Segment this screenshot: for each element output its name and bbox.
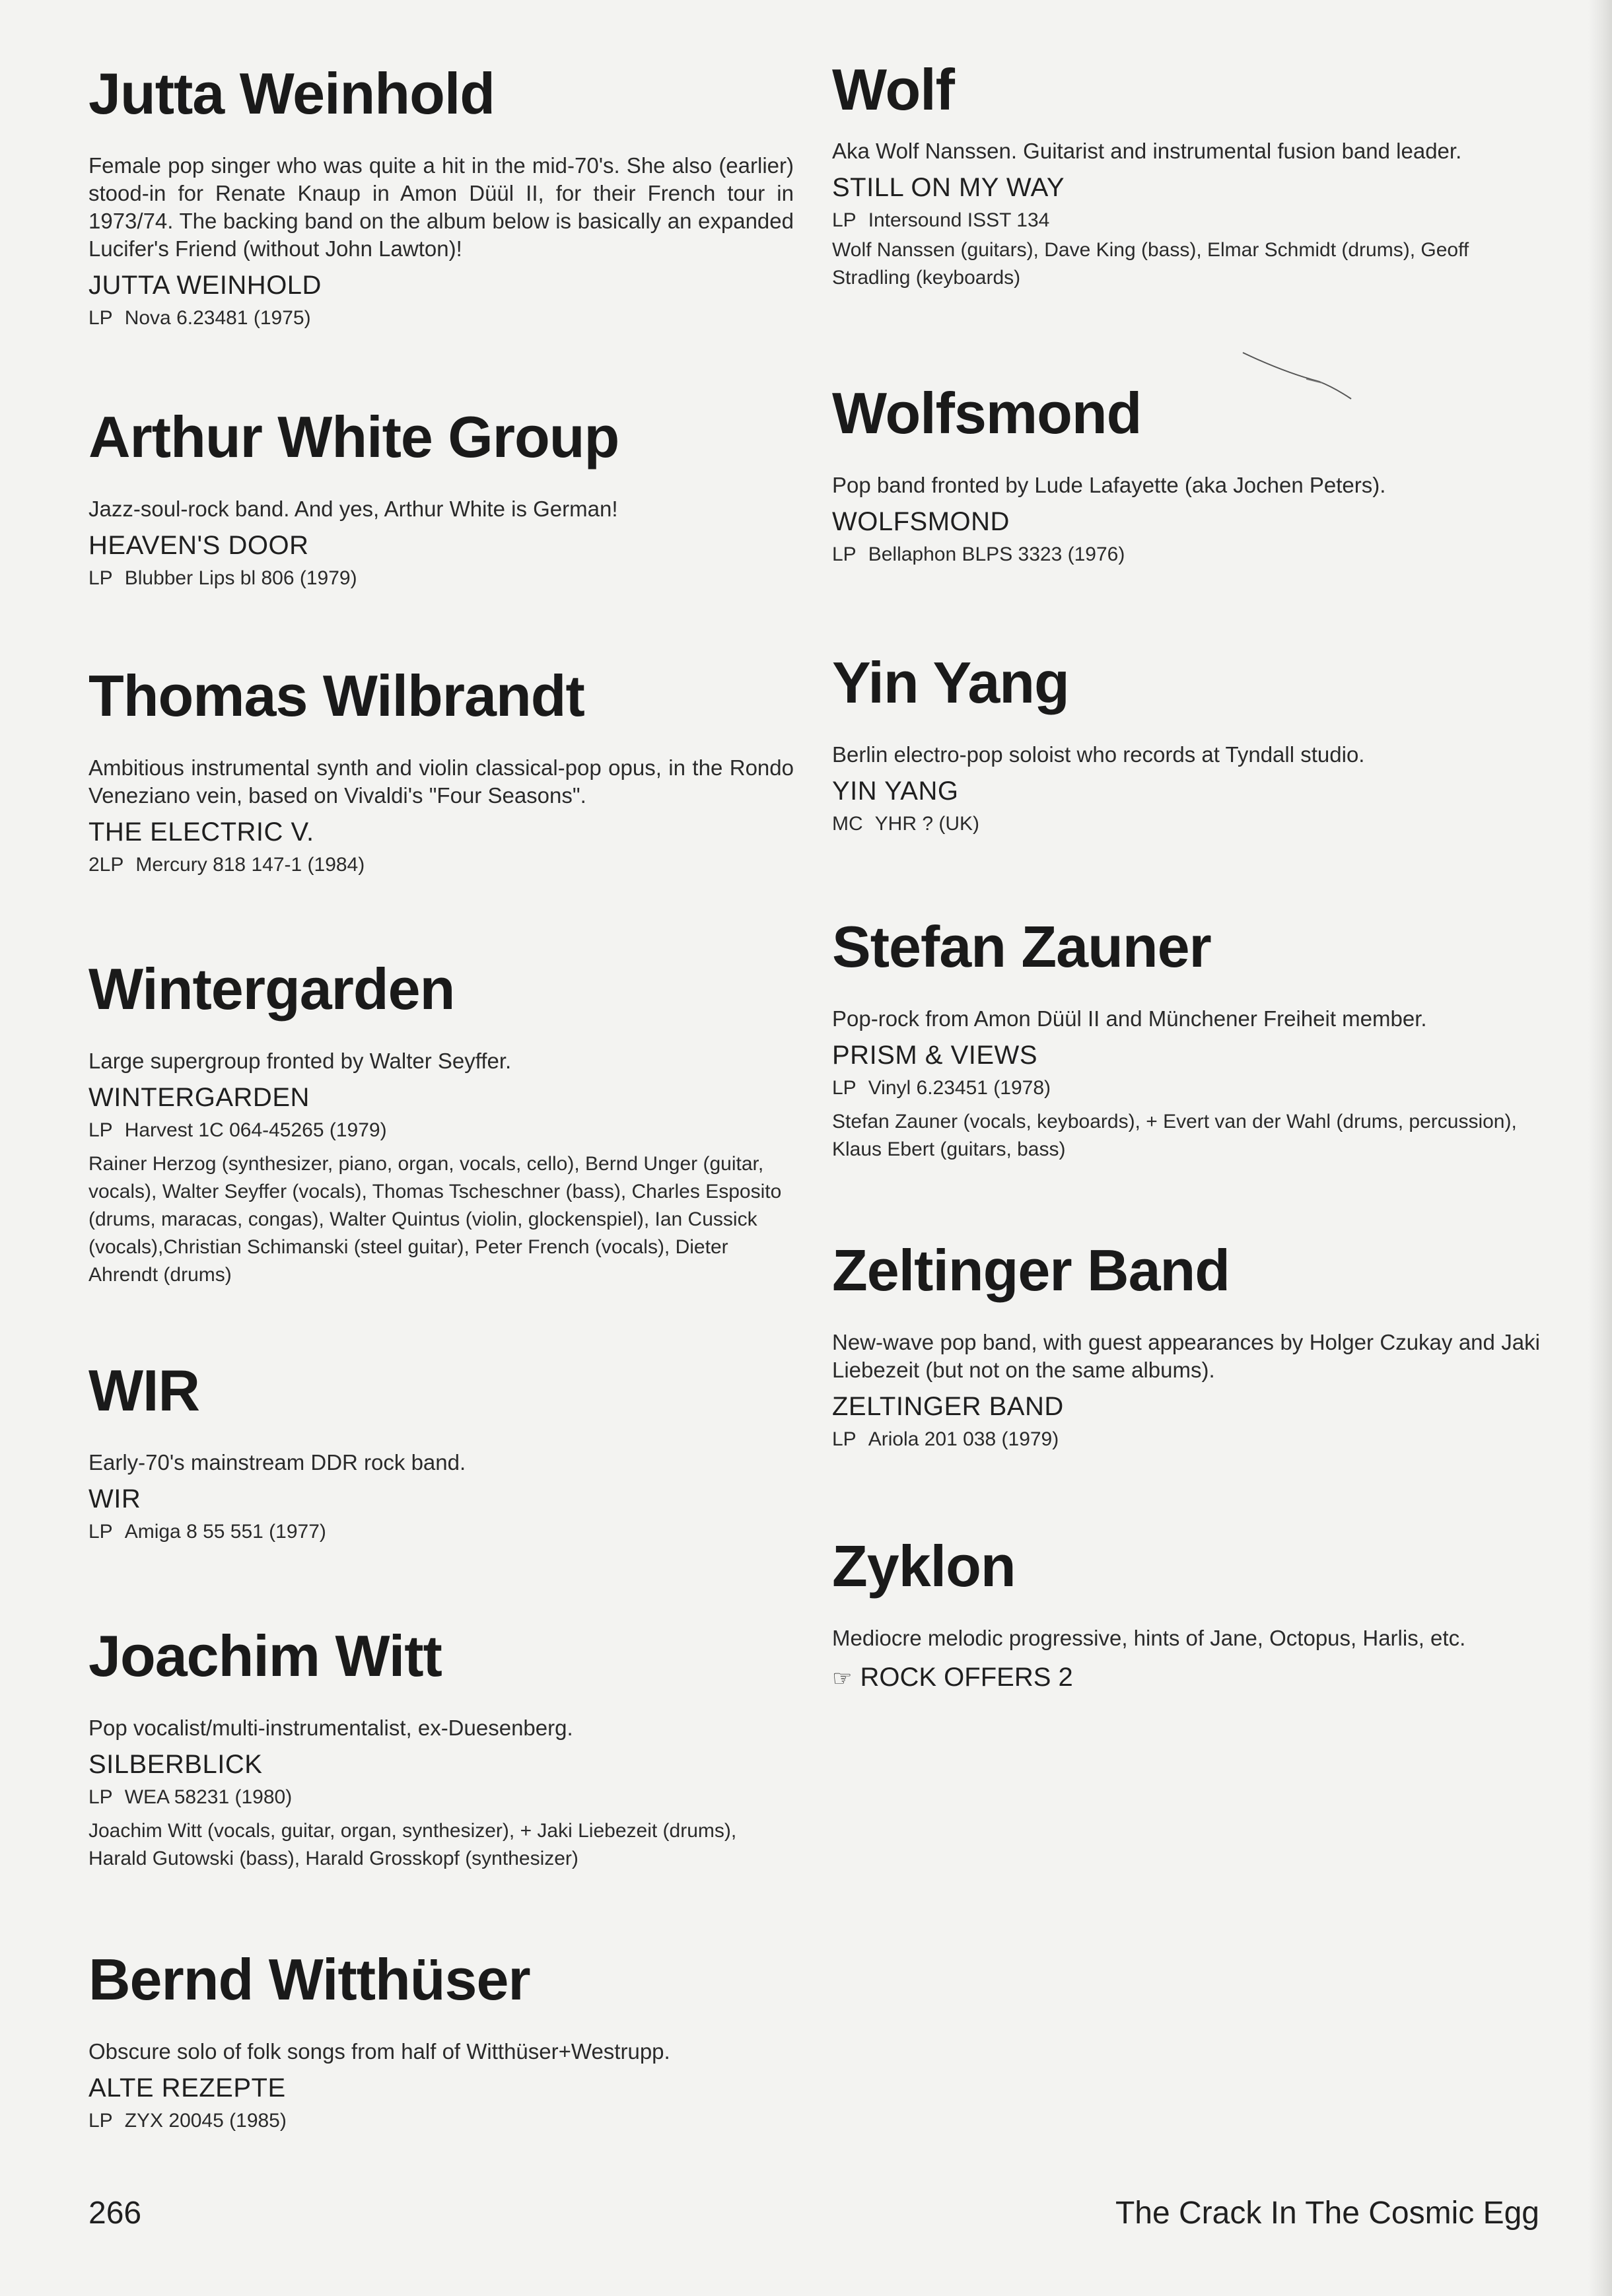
album-title: SILBERBLICK [88, 1750, 263, 1779]
release-catalog: Vinyl 6.23451 (1978) [868, 1077, 1051, 1099]
album-title: WINTERGARDEN [88, 1083, 310, 1112]
album-title: ALTE REZEPTE [88, 2073, 286, 2103]
entry-wir [88, 1358, 794, 1545]
release-info [88, 1519, 794, 1545]
album-title: YIN YANG [832, 777, 959, 806]
release-info [88, 1784, 794, 1811]
release-info [88, 565, 794, 592]
personnel-list: Stefan Zauner (vocals, keyboards), + Evert van der Wahl (drums, percussion), Klaus Ebert (guitars, bass) [832, 1111, 1517, 1160]
cross-reference [832, 1661, 1540, 1694]
artist-description: Ambitious instrumental synth and violin classical-pop opus, in the Rondo Veneziano vein, based on Vivaldi's "Four Seasons". [88, 755, 794, 808]
artist-name: Jutta Weinhold [88, 61, 495, 126]
release-info [88, 2108, 794, 2134]
release-format: LP [832, 1077, 857, 1099]
release-format: LP [832, 543, 857, 565]
release-info [88, 305, 794, 331]
release-catalog: WEA 58231 (1980) [124, 1786, 293, 1808]
album-title: WIR [88, 1484, 141, 1513]
book-title: The Crack In The Cosmic Egg [1115, 2196, 1539, 2231]
artist-name: Zyklon [832, 1533, 1016, 1599]
artist-description: Pop-rock from Amon Düül II and Münchener Freiheit member. [832, 1006, 1427, 1031]
release-format: LP [88, 2110, 113, 2132]
artist-name: Thomas Wilbrandt [88, 663, 584, 728]
artist-name: Joachim Witt [88, 1623, 442, 1688]
release-catalog: YHR ? (UK) [874, 813, 980, 835]
album-title: WOLFSMOND [832, 507, 1010, 536]
album-title: STILL ON MY WAY [832, 173, 1065, 202]
entry-wolf [832, 57, 1540, 292]
artist-description: Large supergroup fronted by Walter Seyffer. [88, 1049, 512, 1073]
pen-mark-scribble [1240, 347, 1352, 400]
release-catalog: Blubber Lips bl 806 (1979) [124, 567, 357, 589]
personnel-list: Rainer Herzog (synthesizer, piano, organ, vocals, cello), Bernd Unger (guitar, vocals), Walter Seyffer (vocals), Thomas Tscheschner (bass), Charles Esposito (drums, maracas, congas), Walter Quintus (violin, glockenspiel), Ian Cussick (vocals),Christian Schimanski (steel guitar), Peter French (vocals), Dieter Ahrendt (drums) [88, 1153, 782, 1286]
artist-name: Yin Yang [832, 650, 1069, 715]
album-title: PRISM & VIEWS [832, 1041, 1037, 1070]
entry-wintergarden [88, 956, 794, 1289]
album-title: THE ELECTRIC V. [88, 818, 314, 847]
release-info [88, 1117, 794, 1144]
artist-name: Wolf [832, 57, 954, 122]
release-info [88, 852, 794, 878]
album-title: JUTTA WEINHOLD [88, 271, 322, 300]
entry-jutta-weinhold [88, 61, 794, 331]
artist-description: Berlin electro-pop soloist who records at Tyndall studio. [832, 742, 1365, 767]
artist-description: New-wave pop band, with guest appearances by Holger Czukay and Jaki Liebezeit (but not on the same albums). [832, 1330, 1540, 1382]
pointing-hand-icon: ☞ [832, 1666, 853, 1691]
release-catalog: ZYX 20045 (1985) [124, 2110, 287, 2132]
entry-bernd-witthuser [88, 1947, 794, 2134]
artist-name: Bernd Witthüser [88, 1947, 530, 2012]
entry-joachim-witt [88, 1623, 794, 1873]
release-format: LP [88, 1786, 113, 1808]
entry-zeltinger-band [832, 1237, 1540, 1453]
release-info [832, 207, 1540, 234]
artist-description: Jazz-soul-rock band. And yes, Arthur White is German! [88, 497, 618, 521]
artist-description: Aka Wolf Nanssen. Guitarist and instrumental fusion band leader. [832, 139, 1462, 163]
release-format: LP [832, 1428, 857, 1450]
artist-name: Zeltinger Band [832, 1237, 1230, 1303]
release-catalog: Bellaphon BLPS 3323 (1976) [868, 543, 1125, 565]
entry-zyklon [832, 1533, 1540, 1694]
release-catalog: Ariola 201 038 (1979) [868, 1428, 1059, 1450]
release-format: LP [88, 567, 113, 589]
artist-name: WIR [88, 1358, 200, 1423]
release-info [832, 1075, 1540, 1101]
entry-arthur-white-group [88, 404, 794, 592]
album-title: HEAVEN'S DOOR [88, 531, 309, 560]
artist-description: Female pop singer who was quite a hit in the mid-70's. She also (earlier) stood-in for Renate Knaup in Amon Düül II, for their French tour in 1973/74. The backing band on the album below is basically an expanded Lucifer's Friend (without John Lawton)! [88, 153, 794, 261]
release-catalog: Amiga 8 55 551 (1977) [124, 1521, 326, 1543]
release-format: 2LP [88, 854, 124, 876]
entry-stefan-zauner [832, 914, 1540, 1164]
artist-name: Wintergarden [88, 956, 455, 1022]
release-catalog: Mercury 818 147-1 (1984) [135, 854, 365, 876]
release-catalog: Intersound ISST 134 [868, 209, 1050, 231]
release-info [832, 1426, 1540, 1453]
entry-wolfsmond [832, 380, 1540, 568]
artist-description: Mediocre melodic progressive, hints of Jane, Octopus, Harlis, etc. [832, 1626, 1466, 1650]
personnel-list: Joachim Witt (vocals, guitar, organ, synthesizer), + Jaki Liebezeit (drums), Harald Gutowski (bass), Harald Grosskopf (synthesizer) [88, 1820, 737, 1869]
release-catalog: Nova 6.23481 (1975) [124, 307, 311, 329]
artist-description: Pop band fronted by Lude Lafayette (aka Jochen Peters). [832, 473, 1386, 497]
page-number: 266 [88, 2196, 142, 2231]
artist-description: Early-70's mainstream DDR rock band. [88, 1450, 466, 1475]
entry-yin-yang [832, 650, 1540, 837]
artist-description: Obscure solo of folk songs from half of Witthüser+Westrupp. [88, 2039, 670, 2064]
page-edge-shadow [1588, 0, 1612, 2296]
release-format: LP [88, 1119, 113, 1141]
release-info [832, 811, 1540, 837]
artist-description: Pop vocalist/multi-instrumentalist, ex-Duesenberg. [88, 1716, 573, 1740]
release-catalog: Harvest 1C 064-45265 (1979) [124, 1119, 387, 1141]
artist-name: Wolfsmond [832, 380, 1142, 446]
release-format: MC [832, 813, 863, 835]
entry-thomas-wilbrandt [88, 663, 794, 878]
personnel-list: Wolf Nanssen (guitars), Dave King (bass), Elmar Schmidt (drums), Geoff Stradling (keyboards) [832, 239, 1469, 289]
release-format: LP [832, 209, 857, 231]
album-title: ZELTINGER BAND [832, 1392, 1064, 1421]
release-format: LP [88, 307, 113, 329]
cross-reference-label: ROCK OFFERS 2 [860, 1663, 1073, 1692]
artist-name: Stefan Zauner [832, 914, 1211, 979]
artist-name: Arthur White Group [88, 404, 619, 470]
release-format: LP [88, 1521, 113, 1543]
release-info [832, 541, 1540, 568]
